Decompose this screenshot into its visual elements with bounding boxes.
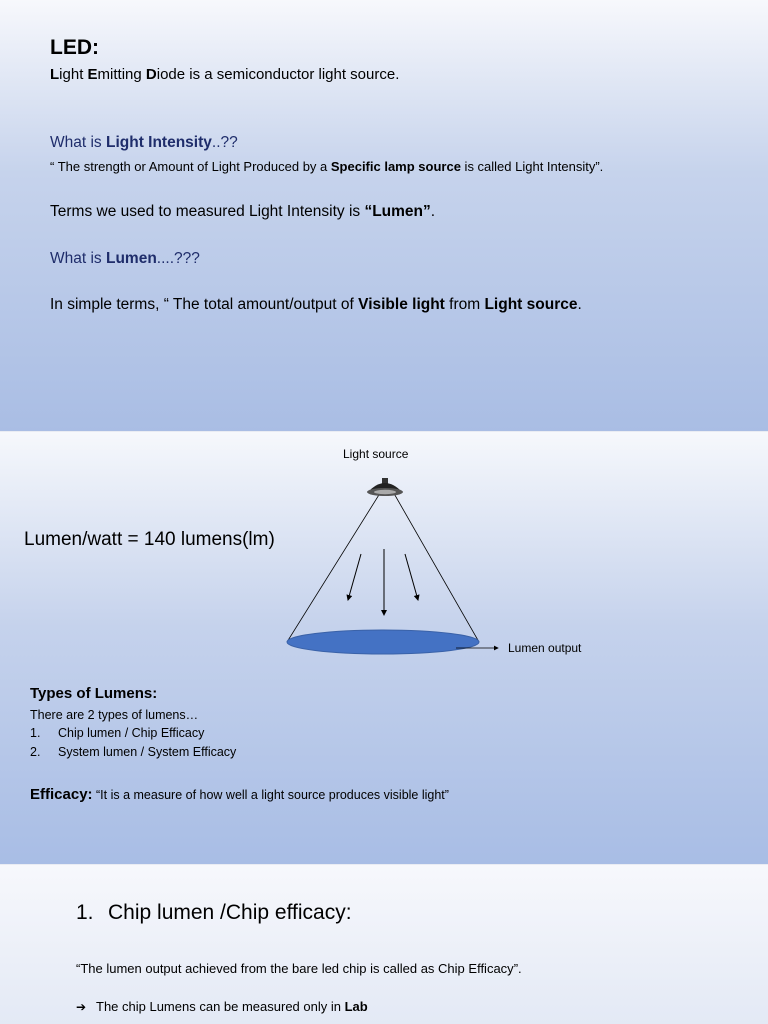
lumen-simple-definition: In simple terms, “ The total amount/output of Visible light from Light source. <box>50 296 582 313</box>
light-source-label: Light source <box>343 447 409 461</box>
slide-led-intro <box>0 0 768 432</box>
question-light-intensity: What is Light Intensity..?? <box>50 134 238 151</box>
lumen-per-watt: Lumen/watt = 140 lumens(lm) <box>24 529 275 550</box>
types-heading: Types of Lumens: <box>30 685 158 702</box>
bullet-item: ➔ The chip Lumens can be measured only in Lab <box>76 999 368 1014</box>
types-intro: There are 2 types of lumens… <box>30 708 199 722</box>
cone-lines <box>287 490 479 642</box>
slide-title: 1. Chip lumen /Chip efficacy: <box>76 901 352 924</box>
light-ray-arrows <box>348 549 418 615</box>
lumen-output-ellipse <box>287 630 479 654</box>
chip-efficacy-definition: “The lumen output achieved from the bare led chip is called as Chip Efficacy”. <box>76 961 522 976</box>
lamp-icon <box>367 478 403 496</box>
question-lumen: What is Lumen....??? <box>50 250 200 267</box>
list-item: 1. Chip lumen / Chip Efficacy <box>30 726 205 740</box>
lumen-types-list <box>30 726 236 764</box>
led-definition: Light Emitting Diode is a semiconductor light source. <box>50 66 400 83</box>
light-intensity-answer: “ The strength or Amount of Light Produced by a Specific lamp source is called Light Intensity”. <box>50 159 604 174</box>
lumen-output-label: Lumen output <box>508 641 582 655</box>
slide-lumen-types <box>0 432 768 865</box>
light-cone-diagram <box>260 462 500 662</box>
efficacy-definition: Efficacy: “It is a measure of how well a light source produces visible light” <box>30 786 449 803</box>
slide-title: LED: <box>50 36 99 59</box>
arrow-bullet-icon: ➔ <box>76 1000 87 1014</box>
list-item: 2. System lumen / System Efficacy <box>30 745 237 759</box>
slide-chip-efficacy <box>0 865 768 1024</box>
lumen-term-statement: Terms we used to measured Light Intensity is “Lumen”. <box>50 203 436 220</box>
